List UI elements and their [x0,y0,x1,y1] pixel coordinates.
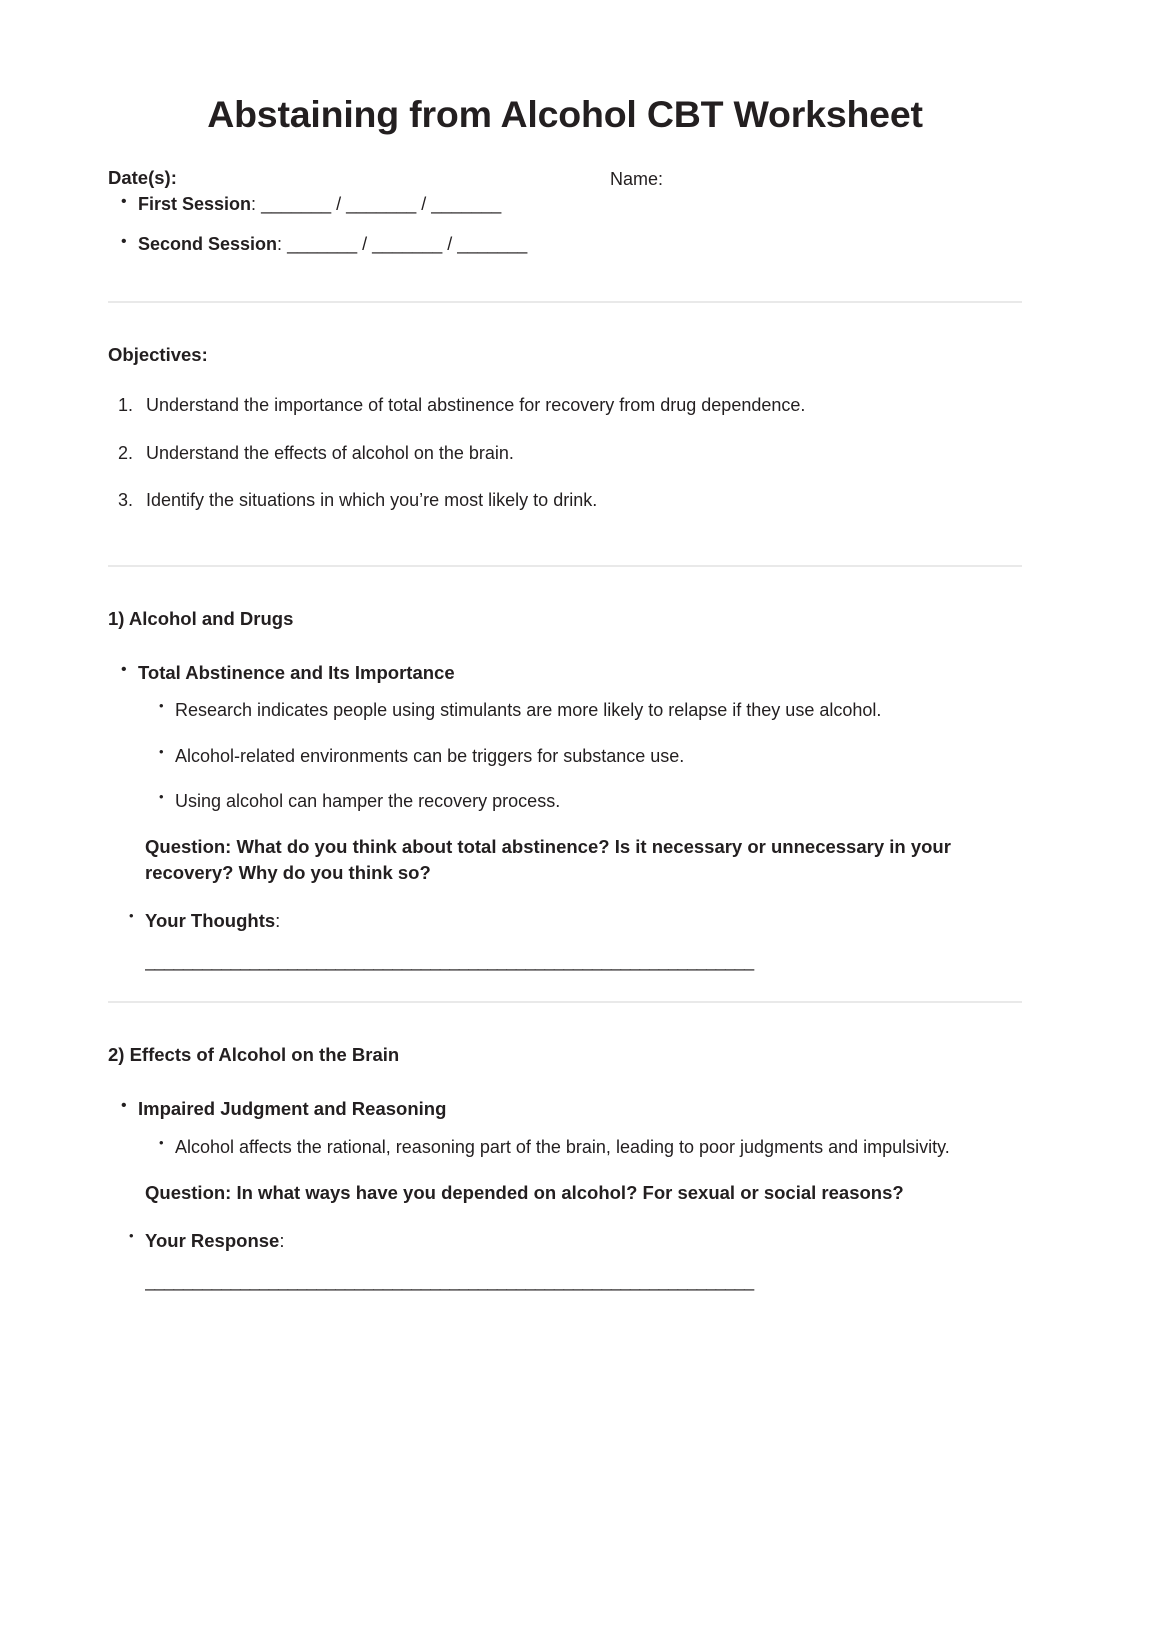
objectives-heading: Objectives: [108,344,208,366]
spacer [108,303,1022,343]
section-2-topic-label: Impaired Judgment and Reasoning [138,1098,447,1120]
section-1-answer-write-line[interactable]: ________________________________________________________________ [145,951,754,971]
section-2-answer-write-line[interactable]: ________________________________________________________________ [145,1271,754,1291]
first-session-separator: : [251,194,262,215]
list-item-your-thoughts [108,908,1022,934]
section-1-answer-label: Your Thoughts [145,909,276,931]
list-item-second-session[interactable] [108,232,1022,258]
section-1-topic-label: Total Abstinence and Its Importance [138,661,455,683]
section-2-question: Question: In what ways have you depended on alcohol? For sexual or social reasons? [145,1182,904,1204]
section-2-answer-colon: : [279,1230,285,1252]
list-item-point: • Using alcohol can hamper the recovery process. [138,789,1022,814]
section-1-answer-colon: : [275,909,281,931]
section-1-heading: 1) Alcohol and Drugs [108,607,294,629]
list-item-objective-2: Understand the effects of alcohol on the brain. [146,442,514,463]
section-2-points [138,1135,1022,1160]
list-item-point: • Research indicates people using stimulants are more likely to relapse if they use alcohol. [138,698,1022,723]
name-field-label: Name: [610,169,664,190]
first-session-label: First Session [138,194,252,215]
section-1-topic-list [108,660,1022,814]
list-item-first-session[interactable] [108,192,1022,218]
spacer [108,535,1022,565]
spacer [108,1003,1022,1043]
second-session-label: Second Session [138,233,278,254]
date-name-header [108,166,1022,192]
second-session-separator: : [277,233,288,254]
list-item-topic-total-abstinence [108,660,1022,814]
section-1-answer-block [108,908,1022,934]
list-item-your-response [108,1228,1022,1254]
list-item-point: • Alcohol-related environments can be triggers for substance use. [138,744,1022,769]
session-date-list [108,192,1022,257]
section-1-question: Question: What do you think about total abstinence? Is it necessary or unnecessary in your recovery? Why do you think so? [145,835,951,883]
section-2-answer-label: Your Response [145,1230,280,1252]
objectives-list [108,393,1022,513]
list-item-objective-1: Understand the importance of total abstinence for recovery from drug dependence. [146,395,806,416]
dates-label: Date(s): [108,167,177,189]
spacer [108,271,1022,301]
section-2-topic-list [108,1096,1022,1160]
first-session-blanks[interactable]: _______ / _______ / _______ [261,194,502,215]
spacer [108,567,1022,607]
section-2-heading: 2) Effects of Alcohol on the Brain [108,1044,400,1066]
section-2-answer-block [108,1228,1022,1254]
list-item-topic-impaired-judgment [108,1096,1022,1160]
section-1-points [138,698,1022,814]
list-item-objective-3: Identify the situations in which you’re most likely to drink. [146,489,598,510]
list-item-point: • Alcohol affects the rational, reasoning part of the brain, leading to poor judgments and impulsivity. [138,1135,1022,1160]
second-session-blanks[interactable]: _______ / _______ / _______ [287,233,528,254]
spacer [108,971,1022,1001]
document-content [108,0,1022,1292]
page-title: Abstaining from Alcohol CBT Worksheet [207,93,923,135]
